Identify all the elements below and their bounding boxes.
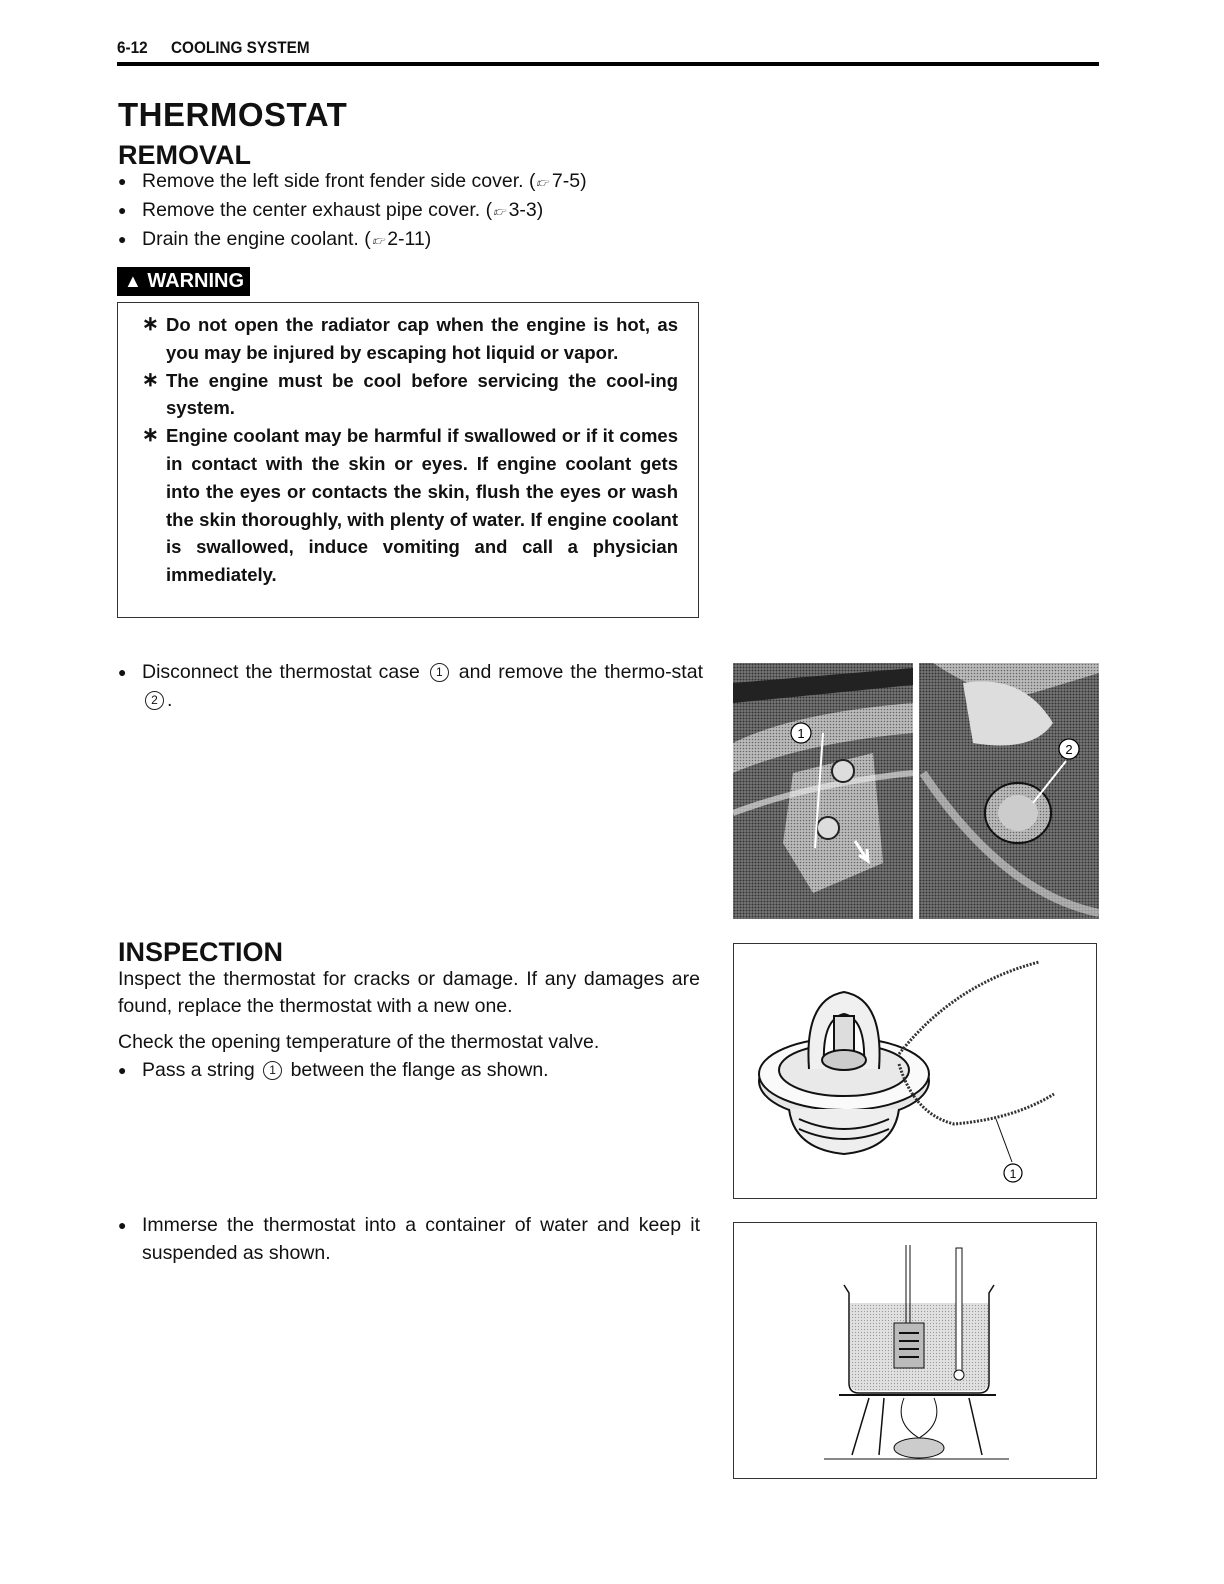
removal-heading: REMOVAL — [118, 140, 251, 170]
inspection-step — [118, 1056, 700, 1084]
callout-number: 2 — [145, 691, 164, 710]
inspection-paragraph: Inspect the thermostat for cracks or damage. If any damages are found, replace the thermostat with a new one. — [118, 968, 700, 1017]
section-title: COOLING SYSTEM — [171, 38, 310, 57]
photo-callout-1: 1 — [797, 726, 805, 741]
list-item: ● Drain the engine coolant. (👉︎2-11) — [118, 225, 718, 254]
warning-item: ∗ The engine must be cool before servicing the cool-ing system. — [142, 367, 678, 423]
immerse-step — [118, 1211, 700, 1267]
warning-item: ∗ Engine coolant may be harmful if swallowed or if it comes in contact with the skin or eyes. If engine coolant gets into the eyes or contacts the skin, flush the eyes or wash the skin thoroughly, with plenty of water. If engine coolant is swallowed, induce vomiting and call a physician immediately. — [142, 422, 678, 589]
thermostat-string-diagram — [733, 943, 1097, 1199]
thermostat-removal-photo — [733, 663, 1099, 919]
list-item: ● Remove the left side front fender side cover. (👉︎7-5) — [118, 167, 718, 196]
photo-callout-2: 2 — [1065, 742, 1073, 757]
list-item: ● Pass a string 1 between the flange as shown. — [118, 1056, 700, 1084]
list-item: ● Remove the center exhaust pipe cover. (👉︎3-3) — [118, 196, 718, 225]
page-header — [117, 36, 1099, 66]
book-reference-icon: 👉︎ — [536, 172, 552, 191]
disconnect-step — [118, 658, 703, 714]
list-item: ● Disconnect the thermostat case 1 and remove the thermo-stat 2 . — [118, 658, 703, 714]
water-test-diagram — [733, 1222, 1097, 1479]
page-number: 6-12 — [117, 38, 148, 57]
warning-triangle-icon: ▲ — [124, 271, 142, 291]
book-reference-icon: 👉︎ — [371, 230, 387, 249]
callout-number: 1 — [430, 663, 449, 682]
removal-steps — [118, 167, 718, 254]
warning-item: ∗ Do not open the radiator cap when the engine is hot, as you may be injured by escaping hot liquid or vapor. — [142, 311, 678, 367]
warning-label: ▲ WARNING — [117, 267, 250, 296]
page-title: THERMOSTAT — [118, 96, 348, 133]
callout-number: 1 — [263, 1061, 282, 1080]
inspection-heading: INSPECTION — [118, 937, 284, 967]
string-callout: 1 — [1009, 1167, 1017, 1181]
book-reference-icon: 👉︎ — [492, 201, 508, 220]
inspection-paragraph: Check the opening temperature of the thermostat valve. — [118, 1031, 600, 1053]
list-item: ● Immerse the thermostat into a container of water and keep it suspended as shown. — [118, 1211, 700, 1267]
warning-box — [117, 302, 699, 618]
